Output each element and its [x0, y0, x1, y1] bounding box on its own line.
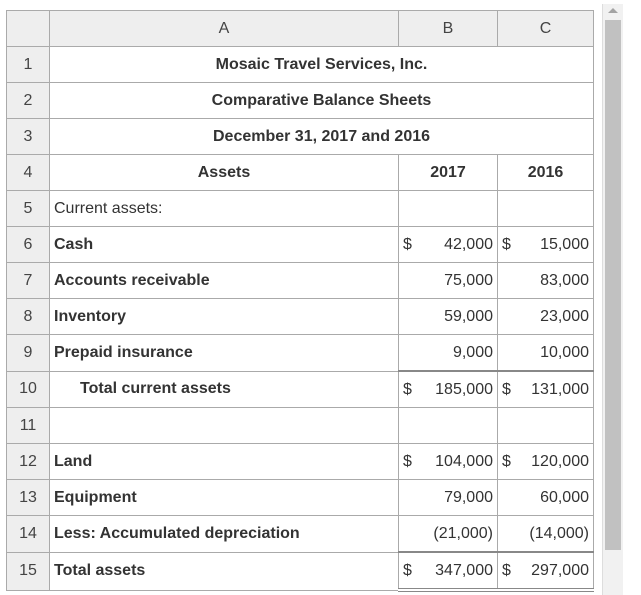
currency-symbol: $ [403, 452, 412, 470]
cell-label[interactable]: Land [50, 444, 399, 480]
table-row [7, 263, 594, 299]
cell-b[interactable] [399, 444, 498, 480]
table-row [7, 119, 594, 155]
cell-b[interactable]: 79,000 [399, 480, 498, 516]
cell-b[interactable] [399, 191, 498, 227]
cell-label[interactable]: Cash [50, 227, 399, 263]
cell-c[interactable]: (14,000) [498, 516, 594, 553]
row-header[interactable]: 1 [7, 47, 50, 83]
cell-label[interactable]: Total assets [50, 552, 399, 590]
balance-sheet-grid [6, 10, 594, 592]
cell-c[interactable]: 83,000 [498, 263, 594, 299]
cell-b[interactable] [399, 408, 498, 444]
company-title[interactable]: Mosaic Travel Services, Inc. [50, 47, 594, 83]
column-header-a[interactable]: A [50, 11, 399, 47]
scroll-up-arrow-icon[interactable] [608, 8, 618, 13]
currency-symbol: $ [403, 380, 412, 398]
cell-label[interactable]: Total current assets [50, 371, 399, 408]
cell-c[interactable]: 10,000 [498, 335, 594, 372]
row-header[interactable]: 4 [7, 155, 50, 191]
column-header-c[interactable]: C [498, 11, 594, 47]
row-header[interactable]: 3 [7, 119, 50, 155]
cell-b[interactable]: (21,000) [399, 516, 498, 553]
cell-label[interactable]: Inventory [50, 299, 399, 335]
amount: 104,000 [435, 452, 493, 470]
cell-c[interactable] [498, 444, 594, 480]
row-header[interactable]: 2 [7, 83, 50, 119]
amount: 185,000 [435, 380, 493, 398]
cell-c[interactable] [498, 371, 594, 408]
column-header-b[interactable]: B [399, 11, 498, 47]
row-header[interactable]: 7 [7, 263, 50, 299]
cell-b[interactable]: 75,000 [399, 263, 498, 299]
amount: 297,000 [531, 561, 589, 579]
cell-label[interactable]: Less: Accumulated depreciation [50, 516, 399, 553]
table-row [7, 552, 594, 590]
currency-symbol: $ [502, 380, 511, 398]
row-header[interactable]: 10 [7, 371, 50, 408]
scrollbar-thumb[interactable] [605, 20, 621, 550]
vertical-scrollbar[interactable] [602, 4, 623, 595]
column-header-row [7, 11, 594, 47]
assets-heading[interactable]: Assets [50, 155, 399, 191]
amount: 42,000 [444, 235, 493, 253]
cell-b[interactable]: 59,000 [399, 299, 498, 335]
row-header[interactable]: 9 [7, 335, 50, 372]
row-header[interactable]: 13 [7, 480, 50, 516]
table-row [7, 371, 594, 408]
year-2016-heading[interactable]: 2016 [498, 155, 594, 191]
cell-c[interactable]: 60,000 [498, 480, 594, 516]
table-row [7, 299, 594, 335]
cell-label[interactable]: Equipment [50, 480, 399, 516]
row-header[interactable]: 8 [7, 299, 50, 335]
statement-title[interactable]: Comparative Balance Sheets [50, 83, 594, 119]
cell-c[interactable]: 23,000 [498, 299, 594, 335]
currency-symbol: $ [403, 561, 412, 579]
currency-symbol: $ [502, 452, 511, 470]
row-header[interactable]: 15 [7, 552, 50, 590]
cell-label[interactable]: Prepaid insurance [50, 335, 399, 372]
table-row [7, 47, 594, 83]
year-2017-heading[interactable]: 2017 [399, 155, 498, 191]
cell-b[interactable] [399, 552, 498, 590]
cell-b[interactable] [399, 371, 498, 408]
spreadsheet [6, 10, 594, 592]
cell-label[interactable] [50, 408, 399, 444]
row-header[interactable]: 11 [7, 408, 50, 444]
amount: 347,000 [435, 561, 493, 579]
statement-date[interactable]: December 31, 2017 and 2016 [50, 119, 594, 155]
table-row [7, 335, 594, 372]
table-row [7, 480, 594, 516]
cell-c[interactable] [498, 227, 594, 263]
cell-b[interactable]: 9,000 [399, 335, 498, 372]
cell-label[interactable]: Current assets: [50, 191, 399, 227]
amount: 120,000 [531, 452, 589, 470]
corner-cell[interactable] [7, 11, 50, 47]
cell-b[interactable] [399, 227, 498, 263]
currency-symbol: $ [502, 235, 511, 253]
row-header[interactable]: 5 [7, 191, 50, 227]
amount: 15,000 [540, 235, 589, 253]
cell-label[interactable]: Accounts receivable [50, 263, 399, 299]
currency-symbol: $ [403, 235, 412, 253]
table-row [7, 516, 594, 553]
table-row [7, 227, 594, 263]
table-row [7, 408, 594, 444]
currency-symbol: $ [502, 561, 511, 579]
table-row [7, 191, 594, 227]
cell-c[interactable] [498, 191, 594, 227]
row-header[interactable]: 12 [7, 444, 50, 480]
cell-c[interactable] [498, 552, 594, 590]
cell-c[interactable] [498, 408, 594, 444]
table-row [7, 83, 594, 119]
amount: 131,000 [531, 380, 589, 398]
row-header[interactable]: 14 [7, 516, 50, 553]
row-header[interactable]: 6 [7, 227, 50, 263]
table-row [7, 444, 594, 480]
table-row [7, 155, 594, 191]
